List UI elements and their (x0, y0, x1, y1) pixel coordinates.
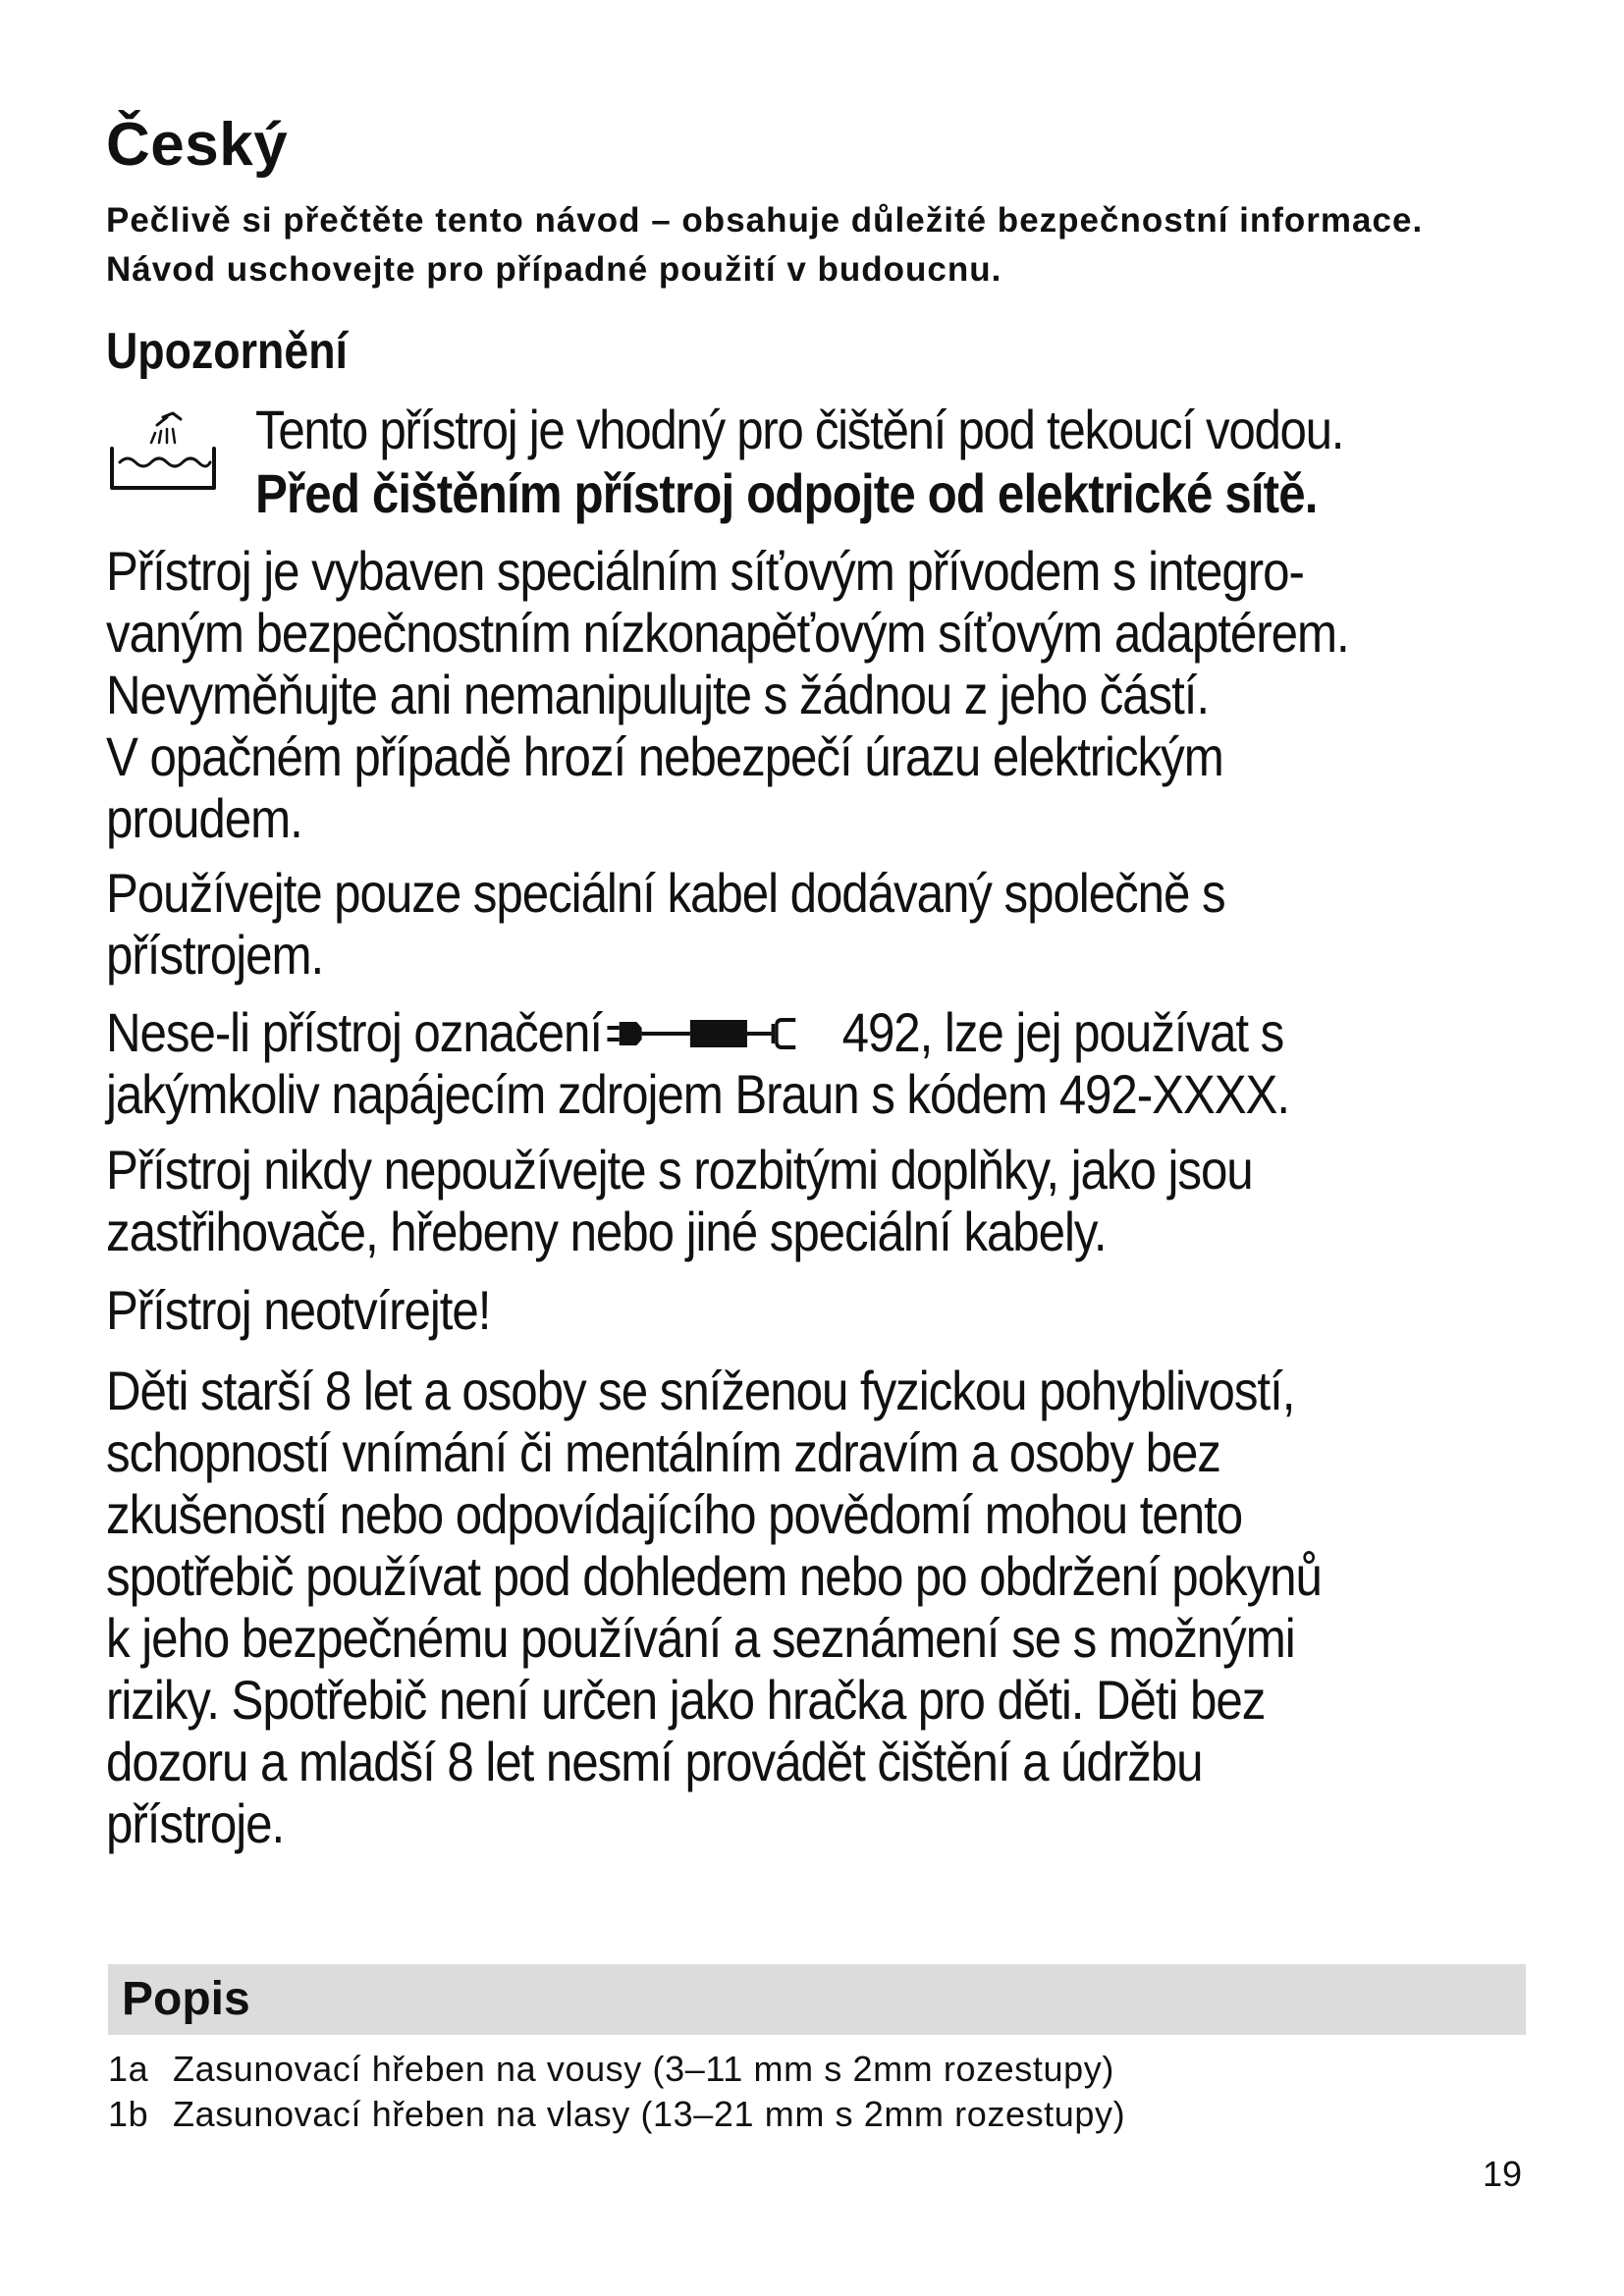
paragraph-line: dozoru a mladší 8 let nesmí provádět čištění a údržbu (106, 1731, 1203, 1792)
page-number: 19 (1482, 2154, 1522, 2194)
item-number: 1b (108, 2094, 149, 2134)
description-list (108, 2047, 1125, 2137)
paragraph-line: riziky. Spotřebič není určen jako hračka pro děti. Děti bez (106, 1669, 1266, 1731)
paragraph-line: proudem. (106, 787, 302, 849)
paragraph-line: Nevyměňujte ani nemanipulujte s žádnou z jeho částí. (106, 664, 1210, 725)
water-warning (255, 398, 1600, 525)
marking-text-after: 492, lze jej používat s (841, 1001, 1284, 1063)
language-title: Český (106, 111, 289, 179)
shower-water-icon (104, 407, 222, 498)
paragraph-line: Děti starší 8 let a osoby se sníženou fyzickou pohyblivostí, (106, 1360, 1295, 1421)
paragraph-line: Přístroj nikdy nepoužívejte s rozbitými doplňky, jako jsou (106, 1139, 1253, 1201)
unplug-line: Před čištěním přístroj odpojte od elektrické sítě. (255, 462, 1318, 524)
list-item (108, 2047, 1125, 2092)
paragraph-line: schopností vnímání či mentálním zdravím a osoby bez (106, 1421, 1220, 1483)
adapter-paragraph (106, 540, 1523, 849)
paragraph-line: přístroje. (106, 1792, 285, 1854)
marking-text-before: Nese-li přístroj označení (106, 1001, 602, 1063)
paragraph-line: zastřihovače, hřebeny nebo jiné speciální kabely. (106, 1201, 1107, 1262)
item-text: Zasunovací hřeben na vlasy (13–21 mm s 2mm rozestupy) (173, 2094, 1126, 2134)
paragraph-line: k jeho bezpečnému používání a seznámení se s možnými (106, 1607, 1295, 1669)
warnings-heading: Upozornění (106, 323, 348, 380)
list-item (108, 2092, 1125, 2137)
paragraph-line: vaným bezpečnostním nízkonapěťovým síťovým adaptérem. (106, 602, 1349, 664)
paragraph-line: Přístroj neotvírejte! (106, 1279, 491, 1341)
description-heading-bar (108, 1964, 1526, 2035)
children-paragraph (106, 1360, 1523, 1854)
paragraph-line: Používejte pouze speciální kabel dodávaný společně s (106, 862, 1225, 924)
paragraph-line: spotřebič používat pod dohledem nebo po obdržení pokynů (106, 1545, 1322, 1607)
paragraph-line: zkušeností nebo odpovídajícího povědomí mohou tento (106, 1483, 1243, 1545)
damaged-paragraph (106, 1139, 1523, 1262)
do-not-open-paragraph (106, 1279, 1523, 1341)
intro-text: Pečlivě si přečtěte tento návod – obsahuje důležité bezpečnostní informace. Návod uschovejte pro případné použití v budoucnu. (106, 201, 1424, 289)
paragraph-line: přístrojem. (106, 924, 324, 986)
marking-line-1 (106, 1001, 1523, 1063)
paragraph-line: Přístroj je vybaven speciálním síťovým přívodem s integro- (106, 540, 1304, 602)
water-cleaning-line: Tento přístroj je vhodný pro čištění pod tekoucí vodou. (255, 399, 1344, 460)
cable-paragraph (106, 862, 1523, 986)
item-text: Zasunovací hřeben na vousy (3–11 mm s 2mm rozestupy) (173, 2049, 1114, 2089)
marking-line-2: jakýmkoliv napájecím zdrojem Braun s kódem 492-XXXX. (106, 1063, 1290, 1125)
power-cord-adapter-icon (607, 1014, 834, 1053)
description-heading: Popis (122, 1973, 250, 2025)
item-number: 1a (108, 2049, 149, 2089)
marking-paragraph (106, 1001, 1523, 1125)
paragraph-line: V opačném případě hrozí nebezpečí úrazu elektrickým (106, 725, 1223, 787)
